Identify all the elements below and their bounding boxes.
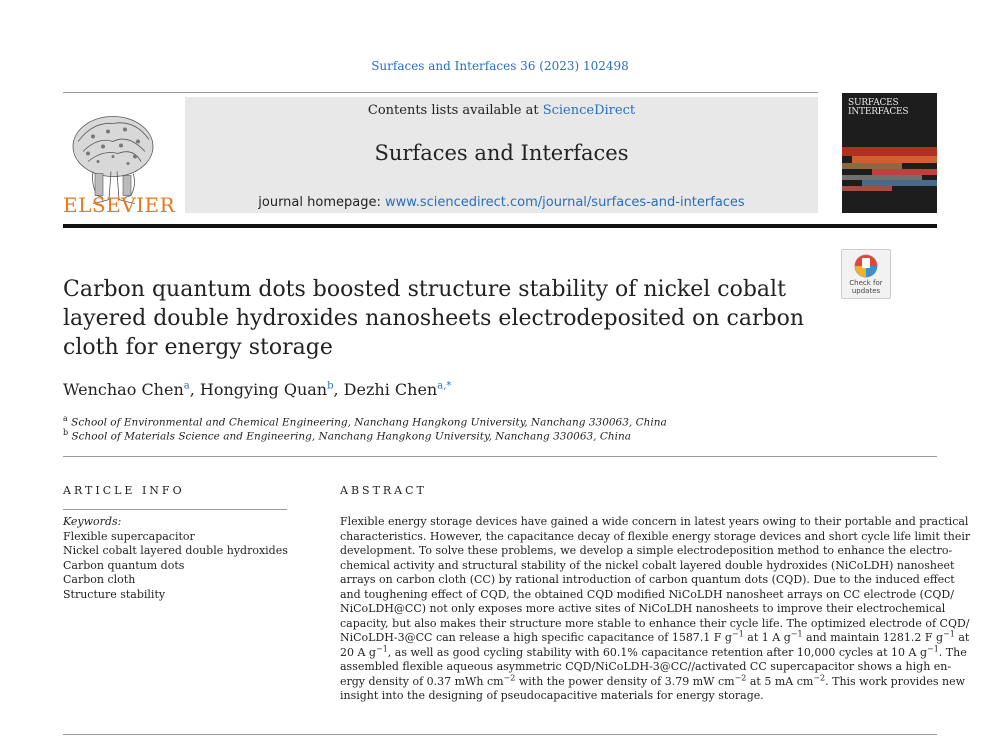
crossmark-label-line2: updates	[851, 287, 881, 295]
author-name[interactable]: Hongying Quan	[199, 380, 328, 399]
keyword-item: Carbon quantum dots	[63, 558, 185, 572]
abstract-fragment: NiCoLDH-3@CC can release a high specific capacitance of 1587.1 F g	[340, 631, 732, 644]
sciencedirect-link[interactable]: ScienceDirect	[542, 103, 636, 118]
exponent: −1	[943, 629, 955, 639]
abstract-fragment: . The	[938, 645, 967, 659]
author-name[interactable]: Wenchao Chen	[63, 380, 184, 399]
homepage-line	[185, 195, 818, 210]
cover-title	[848, 99, 908, 117]
keyword-item: Carbon cloth	[63, 573, 136, 586]
abstract-line: NiCoLDH@CC) not only exposes more active sites of NiCoLDH nanosheets to improve their electrochemical	[340, 602, 946, 615]
exponent: −1	[927, 643, 939, 653]
affiliation	[63, 428, 631, 443]
abstract-fragment: and maintain 1281.2 F g	[802, 631, 944, 644]
affiliation	[63, 414, 667, 429]
abstract-fragment: , as well as good cycling stability with 60.1% capacitance retention after 10,000 cycles at 10 A g	[387, 645, 927, 659]
abstract-fragment: at 5 mA cm	[746, 674, 814, 688]
publisher-name[interactable]: ELSEVIER	[63, 193, 176, 217]
abstract-line: and toughening effect of CQD, the obtained CQD modified NiCoLDH nanosheet arrays on CC electrode (CQD/	[340, 587, 954, 601]
section-divider	[63, 456, 937, 457]
homepage-prefix: journal homepage:	[258, 195, 381, 210]
contents-line	[185, 103, 818, 118]
cover-title-line1: SURFACES	[848, 98, 899, 108]
exponent: −1	[731, 629, 744, 639]
author-list: Wenchao Chen$^a$, Hongying Quan$^b$, Dezhi Chen$^{a,*}$	[63, 380, 452, 399]
keyword-item: Nickel cobalt layered double hydroxides	[63, 544, 288, 557]
affiliation-mark: b	[63, 428, 69, 437]
abstract-fragment: 20 A g	[340, 645, 376, 659]
affiliation-text: School of Materials Science and Engineering, Nanchang Hangkong University, Nanchang 330063, China	[71, 430, 632, 443]
abstract-line: capacity, but also makes their structure more stable to enhance their cycle life. The optimized electrode of CQD/	[340, 616, 970, 630]
abstract-line: Flexible energy storage devices have gained a wide concern in latest years owing to their portable and practical	[340, 515, 969, 528]
affiliation-mark: a	[63, 414, 68, 423]
journal-homepage-link[interactable]: www.sciencedirect.com/journal/surfaces-and-interfaces	[384, 195, 745, 210]
article-info-divider	[63, 509, 287, 510]
contents-prefix: Contents lists available at	[367, 103, 539, 118]
exponent: −2	[734, 672, 747, 682]
crossmark-label	[842, 279, 890, 295]
abstract-text	[340, 515, 971, 704]
keyword-item: Structure stability	[63, 587, 166, 601]
abstract-fragment: with the power density of 3.79 mW cm	[515, 674, 735, 688]
check-for-updates-button[interactable]	[841, 249, 891, 299]
abstract-line	[340, 672, 965, 690]
author-affiliation-mark[interactable]: a,*	[437, 380, 452, 392]
abstract-fragment: at 1 A g	[743, 631, 791, 644]
journal-masthead	[185, 97, 818, 213]
abstract-fragment: ergy density of 0.37 mWh cm	[340, 674, 504, 688]
abstract-line: arrays on carbon cloth (CC) by rational introduction of carbon quantum dots (CQD). Due to the induced effect	[340, 573, 955, 586]
cover-title-line2: INTERFACES	[848, 107, 909, 117]
footer-divider	[63, 734, 937, 735]
crossmark-label-line1: Check for	[849, 279, 883, 287]
journal-cover-image[interactable]	[842, 93, 937, 213]
keyword-item: Flexible supercapacitor	[63, 529, 195, 543]
journal-reference-link[interactable]: Surfaces and Interfaces 36 (2023) 102498	[371, 59, 629, 73]
abstract-fragment: . This work provides new	[825, 674, 965, 688]
exponent: −2	[813, 672, 826, 682]
abstract-line: chemical activity and structural stability of the nickel cobalt layered double hydroxides (NiCoLDH) nanosheet	[340, 558, 955, 572]
exponent: −1	[790, 629, 803, 639]
exponent: −2	[503, 672, 516, 682]
journal-title: Surfaces and Interfaces	[374, 141, 629, 165]
abstract-line: assembled flexible aqueous asymmetric CQD/NiCoLDH-3@CC//activated CC supercapacitor shows a high en-	[340, 660, 952, 673]
abstract-line	[340, 643, 967, 661]
abstract-line: insight into the designing of pseudocapacitive materials for energy storage.	[340, 689, 764, 702]
abstract-line	[340, 629, 970, 646]
abstract-heading: ABSTRACT	[340, 484, 427, 497]
crossmark-icon	[842, 252, 890, 282]
abstract-fragment: at	[954, 631, 970, 644]
author-name[interactable]: Dezhi Chen	[343, 380, 438, 399]
keywords-list	[63, 515, 288, 602]
masthead-divider	[63, 224, 937, 228]
article-info-heading: ARTICLE INFO	[63, 484, 185, 497]
author-affiliation-mark[interactable]: b	[327, 380, 334, 392]
affiliation-text: School of Environmental and Chemical Engineering, Nanchang Hangkong University, Nanchang 330063, China	[71, 416, 667, 429]
author-affiliation-mark[interactable]: a	[183, 380, 190, 392]
exponent: −1	[375, 643, 388, 653]
abstract-line: development. To solve these problems, we develop a simple electrodeposition method to enhance the electro-	[340, 544, 953, 557]
keywords-label: Keywords:	[63, 515, 122, 528]
article-title: Carbon quantum dots boosted structure stability of nickel cobalt layered double hydroxides nanosheets electrodeposited on carbon cloth for energy storage	[63, 277, 804, 360]
header-divider	[63, 92, 818, 93]
abstract-line: characteristics. However, the capacitance decay of flexible energy storage devices and short cycle life limit their	[340, 529, 971, 543]
